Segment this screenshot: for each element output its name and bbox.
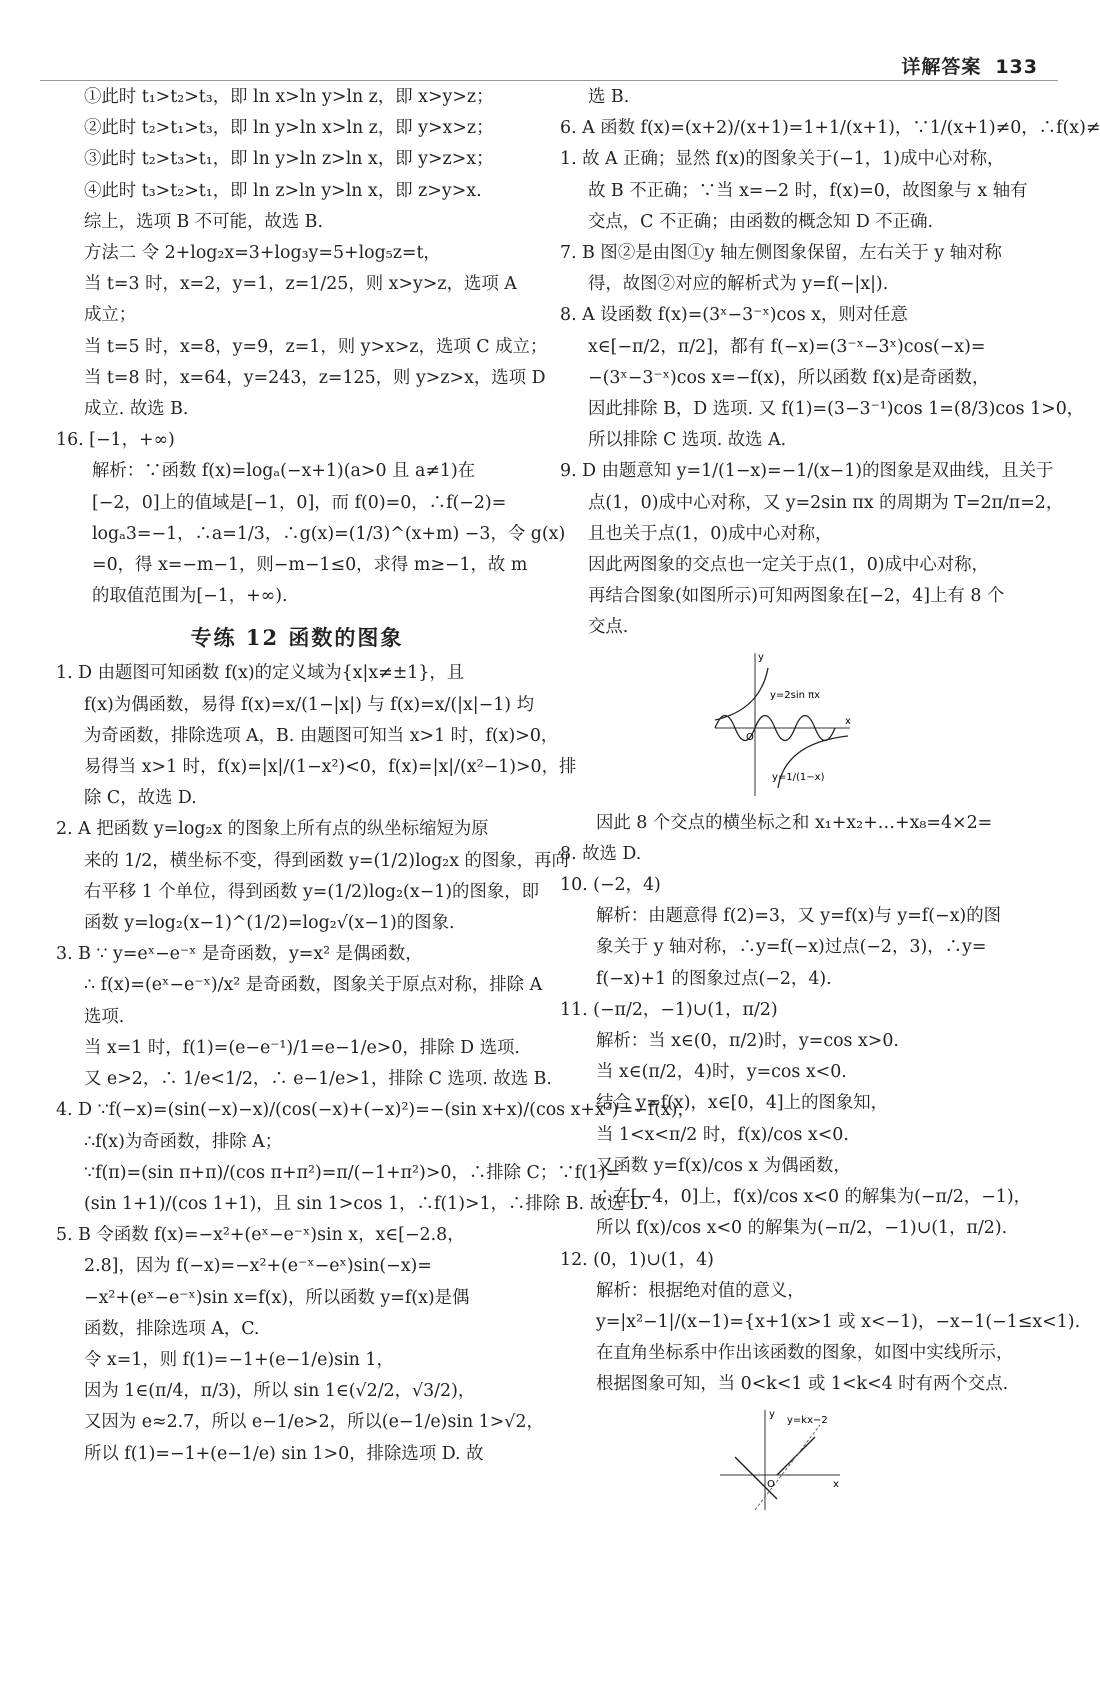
text-line: 交点. xyxy=(588,617,629,638)
curve1-label: y=2sin πx xyxy=(770,689,821,701)
text-line: 综上，选项 B 不可能，故选 B. xyxy=(84,211,323,232)
figure-sin-hyperbola xyxy=(710,648,1048,802)
text-line: 6. A 函数 f(x)=(x+2)/(x+1)=1+1/(x+1)，∵1/(x+1)≠0，∴f(x)≠ xyxy=(560,118,1100,139)
text-line: logₐ3=−1，∴a=1/3，∴g(x)=(1/3)^(x+m) −3，令 g(x) xyxy=(92,523,566,544)
text-line: 12. (0，1)∪(1，4) xyxy=(560,1249,714,1270)
curve2-label: y=1/(1−x) xyxy=(772,771,825,783)
section-title: 专练 12 函数的图象 xyxy=(190,625,404,651)
text-line: 1. D 由题图可知函数 f(x)的定义域为{x|x≠±1}，且 xyxy=(56,663,465,684)
x-axis-label: x xyxy=(845,715,851,727)
text-line: ∴在[−4，0]上，f(x)/cos x<0 的解集为(−π/2，−1)， xyxy=(596,1187,1032,1208)
text-line: [−2，0]上的值域是[−1，0]，而 f(0)=0，∴f(−2)= xyxy=(92,492,507,513)
text-line: 交点，C 不正确；由函数的概念知 D 不正确. xyxy=(588,211,934,232)
text-line: 除 C，故选 D. xyxy=(84,788,197,809)
right-top-block xyxy=(560,82,1100,644)
text-line: 当 1<x<π/2 时，f(x)/cos x<0. xyxy=(596,1124,849,1145)
text-line: ∴ f(x)=(eˣ−e⁻ˣ)/x² 是奇函数，图象关于原点对称，排除 A xyxy=(84,975,543,996)
text-line: 令 x=1，则 f(1)=−1+(e−1/e)sin 1， xyxy=(84,1349,394,1370)
line-label: y=kx−2 xyxy=(787,1414,828,1426)
text-line: 当 x∈(π/2，4)时，y=cos x<0. xyxy=(596,1062,847,1083)
text-line: 2. A 把函数 y=log₂x 的图象上所有点的纵坐标缩短为原 xyxy=(56,819,489,840)
x-axis-label: x xyxy=(833,1478,839,1490)
text-line: 8. A 设函数 f(x)=(3ˣ−3⁻ˣ)cos x，则对任意 xyxy=(560,305,908,326)
y-axis-label: y xyxy=(769,1408,775,1420)
text-line: −(3ˣ−3⁻ˣ)cos x=−f(x)，所以函数 f(x)是奇函数， xyxy=(588,367,990,388)
text-line: (sin 1+1)/(cos 1+1)，且 sin 1>cos 1，∴f(1)>1，∴排除 B. 故选 D. xyxy=(84,1193,649,1214)
text-line: 3. B ∵ y=eˣ−e⁻ˣ 是奇函数，y=x² 是偶函数， xyxy=(56,944,423,965)
left-intro-block xyxy=(56,82,548,425)
text-line: 5. B 令函数 f(x)=−x²+(eˣ−e⁻ˣ)sin x，x∈[−2.8， xyxy=(56,1225,465,1246)
text-line: ②此时 t₂>t₁>t₃，即 ln y>ln x>ln z，即 y>x>z； xyxy=(84,118,494,139)
hyperbola-left-branch xyxy=(715,668,768,720)
text-line: 所以排除 C 选项. 故选 A. xyxy=(588,430,787,451)
page-number: 133 xyxy=(995,56,1038,78)
text-line: ∴f(x)为奇函数，排除 A； xyxy=(84,1131,283,1152)
origin-label: O xyxy=(746,731,754,743)
text-line: 易得当 x>1 时，f(x)=|x|/(1−x²)<0，f(x)=|x|/(x²−1)>0，排 xyxy=(84,757,577,778)
figure-abs-graph xyxy=(715,1405,1048,1519)
text-line: ③此时 t₂>t₃>t₁，即 ln y>ln z>ln x，即 y>z>x； xyxy=(84,149,494,170)
page-header xyxy=(901,52,1038,79)
text-line: 又函数 y=f(x)/cos x 为偶函数， xyxy=(596,1155,851,1176)
text-line: 所以 f(x)/cos x<0 的解集为(−π/2，−1)∪(1，π/2). xyxy=(596,1218,1008,1239)
right-middle-block xyxy=(560,808,1081,1401)
text-line: 右平移 1 个单位，得到函数 y=(1/2)log₂(x−1)的图象，即 xyxy=(84,881,540,902)
text-line: 的取值范围为[−1，+∞). xyxy=(92,586,288,607)
text-line: 因为 1∈(π/4，π/3)，所以 sin 1∈(√2/2，√3/2)， xyxy=(84,1381,476,1402)
text-line: 因此两图象的交点也一定关于点(1，0)成中心对称， xyxy=(588,555,989,576)
text-line: 故 B 不正确；∵当 x=−2 时，f(x)=0，故图象与 x 轴有 xyxy=(588,180,1028,201)
text-line: 因此排除 B，D 选项. 又 f(1)=(3−3⁻¹)cos 1=(8/3)cos 1>0， xyxy=(588,399,1085,420)
text-line: 来的 1/2，横坐标不变，得到函数 y=(1/2)log₂x 的图象，再向 xyxy=(84,850,569,871)
text-line: 函数，排除选项 A，C. xyxy=(84,1318,260,1339)
header-divider xyxy=(40,80,1058,81)
text-line: 因此 8 个交点的横坐标之和 x₁+x₂+…+x₈=4×2= xyxy=(596,812,993,833)
text-line: 得，故图②对应的解析式为 y=f(−|x|). xyxy=(588,274,889,295)
text-line: 7. B 图②是由图①y 轴左侧图象保留，左右关于 y 轴对称 xyxy=(560,243,1002,264)
text-line: =0，得 x=−m−1，则−m−1≤0，求得 m≥−1，故 m xyxy=(92,555,528,576)
text-line: 当 t=5 时，x=8，y=9，z=1，则 y>x>z，选项 C 成立； xyxy=(84,336,548,357)
text-line: ①此时 t₁>t₂>t₃，即 ln x>ln y>ln z，即 x>y>z； xyxy=(84,87,494,107)
text-line: 选 B. xyxy=(588,87,630,107)
text-line: 解析：由题意得 f(2)=3，又 y=f(x)与 y=f(−x)的图 xyxy=(596,906,1001,927)
text-line: 当 t=3 时，x=2，y=1，z=1/25，则 x>y>z，选项 A xyxy=(84,274,517,295)
text-line: 选项. xyxy=(84,1006,125,1027)
text-line: 方法二 令 2+log₂x=3+log₃y=5+log₅z=t， xyxy=(84,243,441,264)
text-line: 4. D ∵f(−x)=(sin(−x)−x)/(cos(−x)+(−x)²)=−(sin x+x)/(cos x+x²)=−f(x)， xyxy=(56,1100,695,1121)
text-line: 解析：根据绝对值的意义， xyxy=(596,1280,805,1301)
text-line: 在直角坐标系中作出该函数的图象，如图中实线所示， xyxy=(596,1343,1014,1364)
figure-1-graph xyxy=(710,648,860,798)
text-line: 函数 y=log₂(x−1)^(1/2)=log₂√(x−1)的图象. xyxy=(84,913,455,934)
text-line: 8. 故选 D. xyxy=(560,843,642,864)
text-line: 解析：当 x∈(0，π/2)时，y=cos x>0. xyxy=(596,1031,899,1052)
text-line: 解析：∵函数 f(x)=logₐ(−x+1)(a>0 且 a≠1)在 xyxy=(92,461,476,482)
text-line: 2.8]，因为 f(−x)=−x²+(e⁻ˣ−eˣ)sin(−x)= xyxy=(84,1256,432,1277)
text-line: 16. [−1，+∞) xyxy=(56,430,175,451)
branch-left xyxy=(735,1457,753,1475)
text-line: f(−x)+1 的图象过点(−2，4). xyxy=(596,968,832,989)
text-line: 为奇函数，排除选项 A，B. 由题图可知当 x>1 时，f(x)>0， xyxy=(84,725,559,746)
text-line: 结合 y=f(x)，x∈[0，4]上的图象知， xyxy=(596,1093,889,1114)
figure-2-graph xyxy=(715,1405,845,1515)
text-line: 当 t=8 时，x=64，y=243，z=125，则 y>z>x，选项 D xyxy=(84,367,546,388)
header-title: 详解答案 xyxy=(901,56,982,78)
text-line: ④此时 t₃>t₂>t₁，即 ln z>ln y>ln x，即 z>y>x. xyxy=(84,180,482,201)
text-line: 根据图象可知，当 0<k<1 或 1<k<4 时有两个交点. xyxy=(596,1374,1009,1395)
y-axis-label: y xyxy=(758,651,764,663)
text-line: 再结合图象(如图所示)可知两图象在[−2，4]上有 8 个 xyxy=(588,586,1005,607)
question-16-block xyxy=(56,425,566,612)
text-line: 11. (−π/2，−1)∪(1，π/2) xyxy=(560,999,778,1020)
origin-label: O xyxy=(767,1478,775,1490)
text-line: f(x)为偶函数，易得 f(x)=x/(1−|x|) 与 f(x)=x/(|x|−1) 均 xyxy=(84,694,535,715)
text-line: 且也关于点(1，0)成中心对称， xyxy=(588,523,833,544)
text-line: 所以 f(1)=−1+(e−1/e) sin 1>0，排除选项 D. 故 xyxy=(84,1443,484,1464)
text-line: ∵f(π)=(sin π+π)/(cos π+π²)=π/(−1+π²)>0，∴排除 C；∵f(1)= xyxy=(84,1162,621,1183)
text-line: 当 x=1 时，f(1)=(e−e⁻¹)/1=e−1/e>0，排除 D 选项. xyxy=(84,1037,520,1058)
text-line: 9. D 由题意知 y=1/(1−x)=−1/(x−1)的图象是双曲线，且关于 xyxy=(560,461,1054,482)
right-column xyxy=(560,82,1100,1519)
text-line: 又因为 e≈2.7，所以 e−1/e>2，所以(e−1/e)sin 1>√2， xyxy=(84,1412,544,1433)
text-line: 成立； xyxy=(84,305,137,326)
text-line: y=|x²−1|/(x−1)={x+1(x>1 或 x<−1)，−x−1(−1≤x<1). xyxy=(596,1311,1081,1332)
text-line: 10. (−2，4) xyxy=(560,875,661,896)
text-line: 象关于 y 轴对称，∴y=f(−x)过点(−2，3)，∴y= xyxy=(596,937,987,958)
text-line: 又 e>2，∴ 1/e<1/2，∴ e−1/e>1，排除 C 选项. 故选 B. xyxy=(84,1069,552,1090)
text-line: x∈[−π/2，π/2]，都有 f(−x)=(3⁻ˣ−3ˣ)cos(−x)= xyxy=(588,336,986,357)
text-line: 成立. 故选 B. xyxy=(84,399,189,420)
text-line: −x²+(eˣ−e⁻ˣ)sin x=f(x)，所以函数 y=f(x)是偶 xyxy=(84,1287,470,1308)
text-line: 1. 故 A 正确；显然 f(x)的图象关于(−1，1)成中心对称， xyxy=(560,149,1005,170)
text-line: 点(1，0)成中心对称，又 y=2sin πx 的周期为 T=2π/π=2， xyxy=(588,492,1064,513)
